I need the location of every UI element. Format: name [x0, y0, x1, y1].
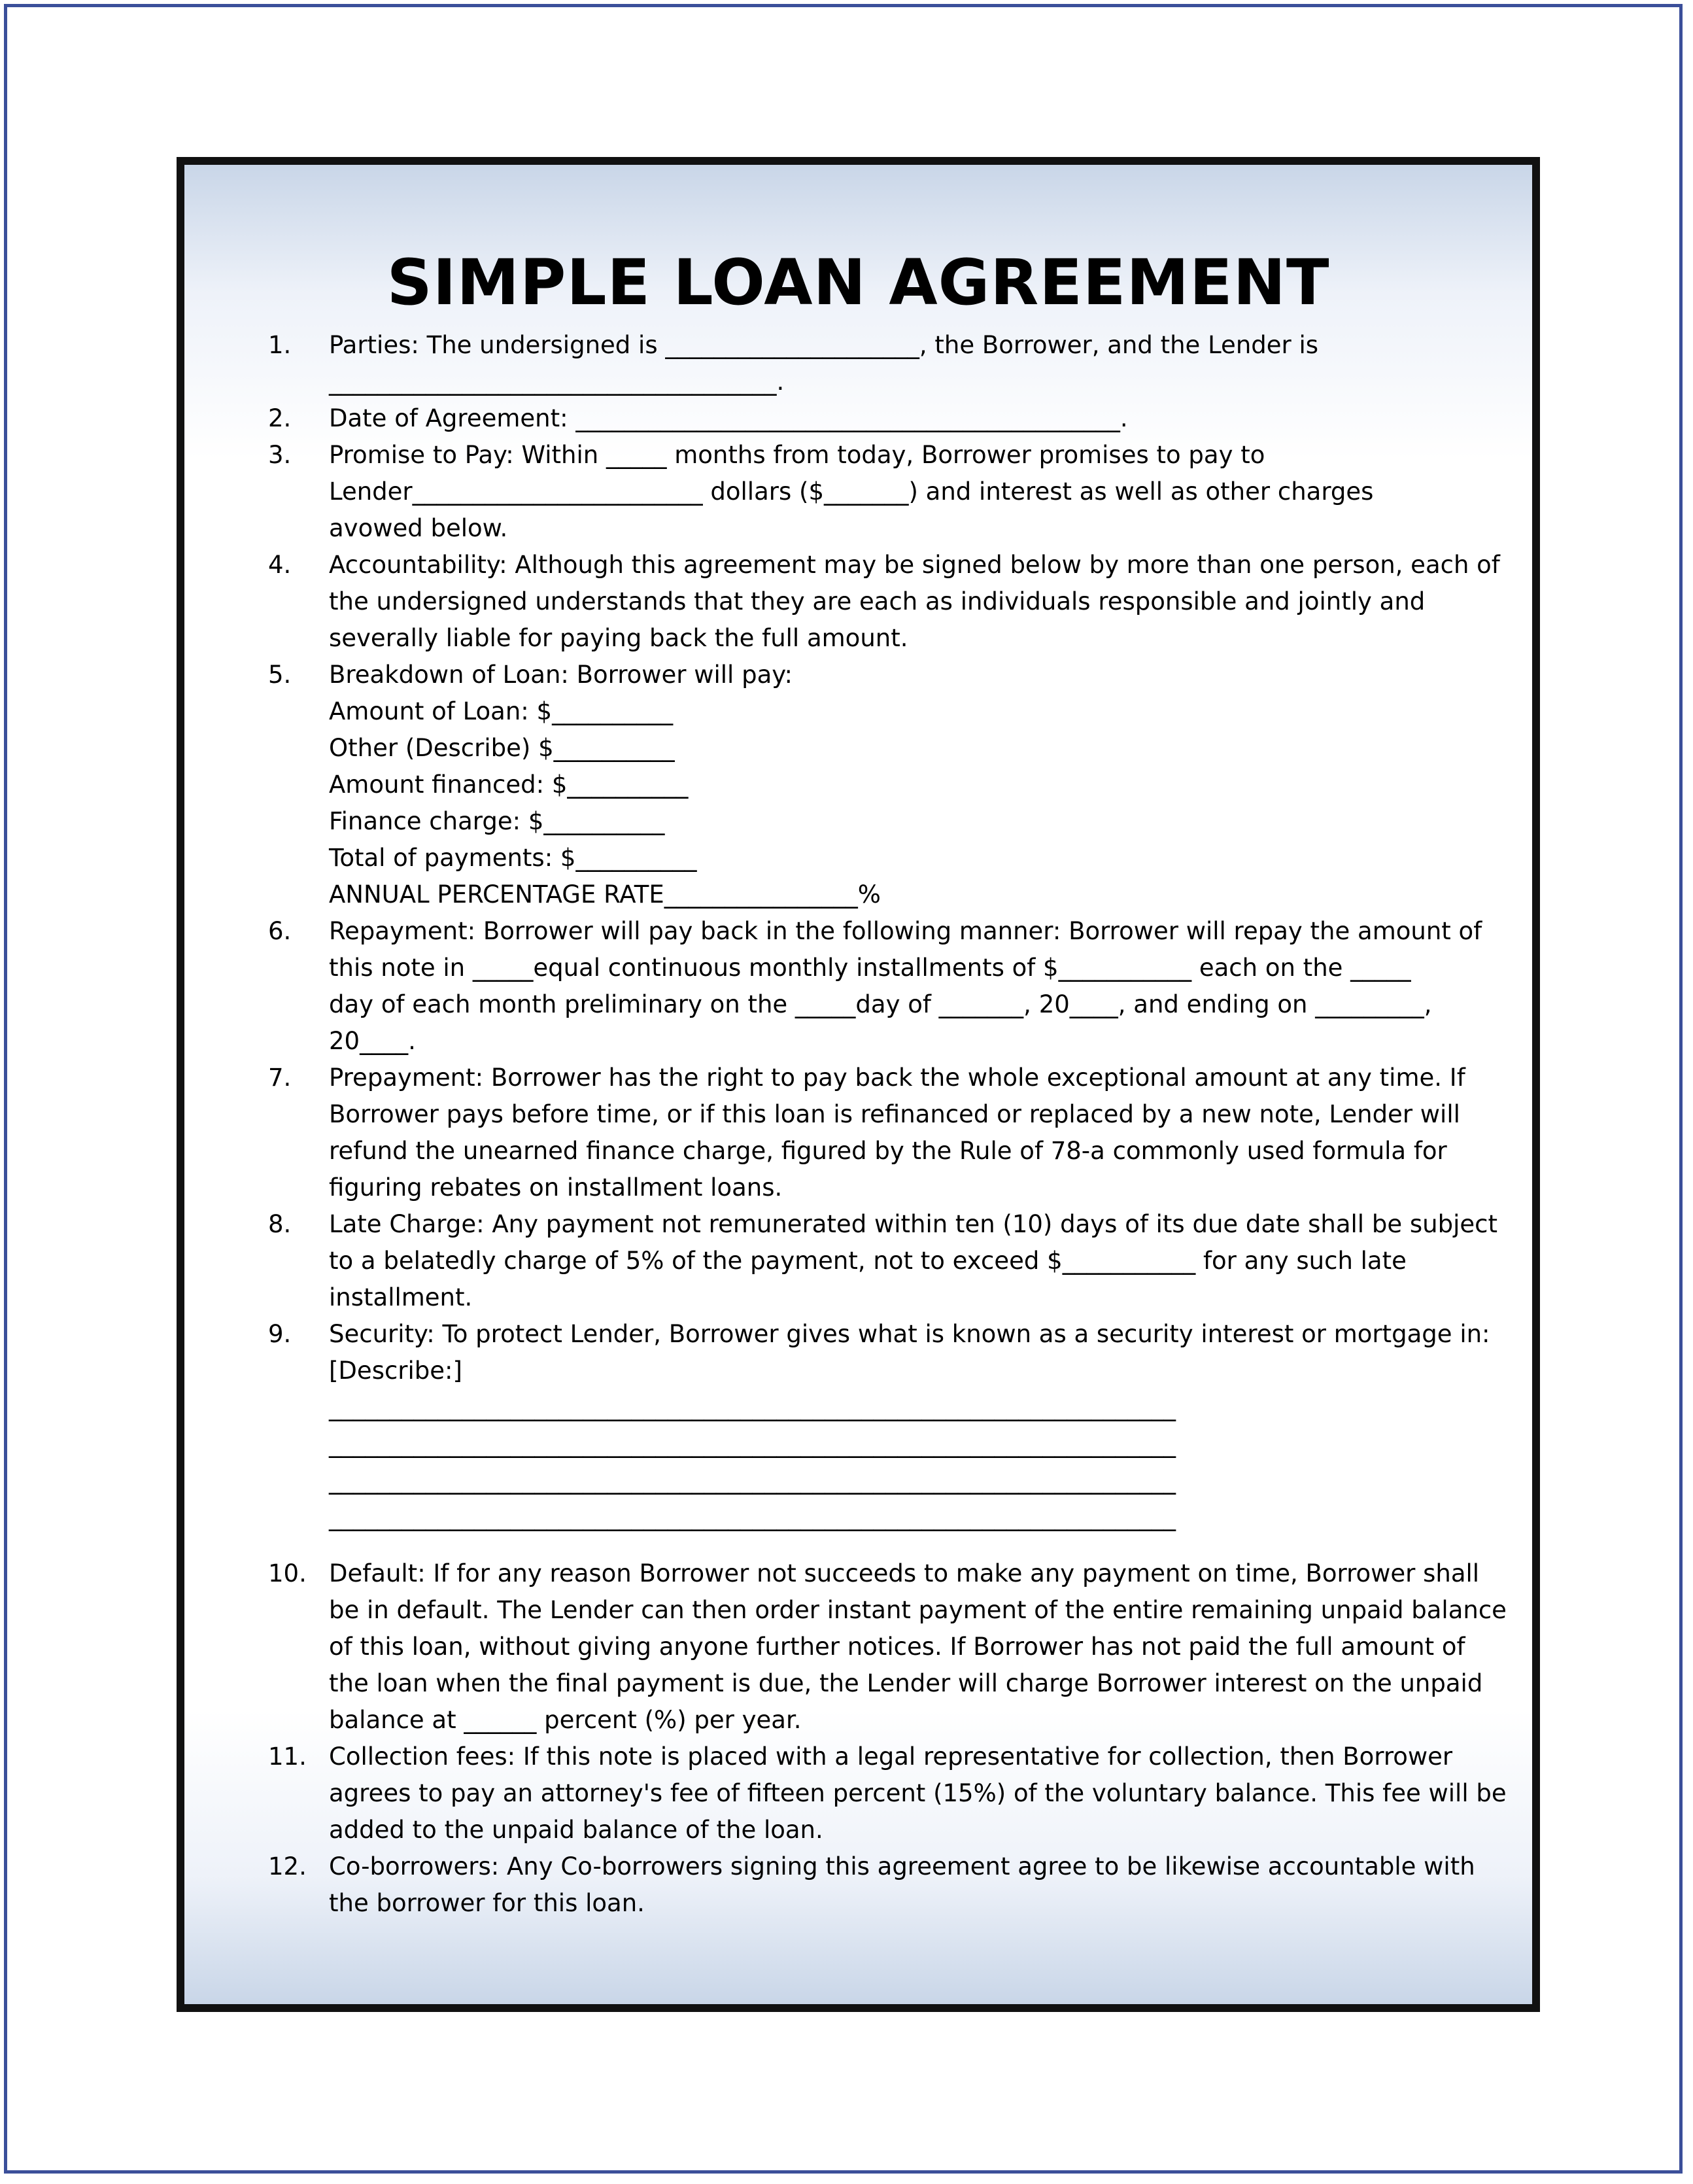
clause-line: Prepayment: Borrower has the right to pay back the whole exceptional amount at any time. If — [329, 1064, 1465, 1092]
clause-number: 10. — [268, 1559, 307, 1587]
clause-line: Accountability: Although this agreement may be signed below by more than one person, each of — [329, 551, 1500, 579]
clause-line: Breakdown of Loan: Borrower will pay: — [329, 661, 793, 689]
clause-line: agrees to pay an attorney's fee of fifteen percent (15%) of the voluntary balance. This fee will be — [329, 1779, 1507, 1807]
clause-number: 4. — [268, 551, 292, 579]
clause-line: [Describe:] — [329, 1357, 462, 1385]
clause-number: 7. — [268, 1064, 292, 1092]
clause-line: Parties: The undersigned is _____________________, the Borrower, and the Lender is — [329, 331, 1319, 359]
clause-line: 20____. — [329, 1027, 416, 1055]
clause-7 — [268, 1060, 1511, 1206]
clause-line: severally liable for paying back the full amount. — [329, 624, 908, 652]
clause-8 — [268, 1206, 1511, 1316]
clause-line: installment. — [329, 1283, 473, 1311]
clause-1 — [268, 327, 1511, 400]
clause-line: Repayment: Borrower will pay back in the following manner: Borrower will repay the amount of — [329, 917, 1482, 945]
clause-line: of this loan, without giving anyone further notices. If Borrower has not paid the full amount of — [329, 1633, 1465, 1661]
clause-number: 12. — [268, 1852, 307, 1881]
clause-line: Borrower pays before time, or if this loan is refinanced or replaced by a new note, Lender will — [329, 1100, 1460, 1128]
clause-line: Security: To protect Lender, Borrower gives what is known as a security interest or mortgage in: — [329, 1320, 1490, 1348]
clause-line: avowed below. — [329, 514, 508, 542]
clause-line: the borrower for this loan. — [329, 1889, 645, 1917]
clause-line: the undersigned understands that they are each as individuals responsible and jointly and — [329, 587, 1426, 615]
clause-line: day of each month preliminary on the _____day of _______, 20____, and ending on _________, — [329, 990, 1432, 1018]
clause-line: Lender________________________ dollars ($_______) and interest as well as other charges — [329, 477, 1374, 506]
clause-line: ______________________________________________________________________ — [329, 1466, 1176, 1495]
clause-line: Other (Describe) $__________ — [329, 734, 675, 762]
clause-number: 1. — [268, 331, 292, 359]
clause-line: Total of payments: $__________ — [329, 844, 697, 872]
clause-line: Co-borrowers: Any Co-borrowers signing this agreement agree to be likewise accountable with — [329, 1852, 1475, 1881]
clause-number: 3. — [268, 441, 292, 469]
clause-number: 9. — [268, 1320, 292, 1348]
clause-line: Finance charge: $__________ — [329, 807, 665, 835]
clause-12 — [268, 1848, 1511, 1922]
clause-number: 6. — [268, 917, 292, 945]
clause-9 — [268, 1316, 1511, 1536]
clause-11 — [268, 1739, 1511, 1848]
clause-line: be in default. The Lender can then order instant payment of the entire remaining unpaid balance — [329, 1596, 1507, 1624]
clause-line: Date of Agreement: _____________________________________________. — [329, 404, 1128, 432]
clause-line: Collection fees: If this note is placed with a legal representative for collection, then Borrower — [329, 1742, 1453, 1771]
clause-line: added to the unpaid balance of the loan. — [329, 1816, 823, 1844]
document-title: SIMPLE LOAN AGREEMENT — [386, 246, 1330, 319]
clause-line: Promise to Pay: Within _____ months from today, Borrower promises to pay to — [329, 441, 1265, 469]
clause-line: Late Charge: Any payment not remunerated within ten (10) days of its due date shall be subject — [329, 1210, 1497, 1238]
clause-list — [268, 327, 1511, 1922]
clause-line: Amount financed: $__________ — [329, 771, 689, 799]
clause-line: _____________________________________. — [329, 368, 785, 396]
clause-line: ______________________________________________________________________ — [329, 1503, 1176, 1531]
clause-number: 11. — [268, 1742, 307, 1771]
clause-line: ______________________________________________________________________ — [329, 1430, 1176, 1458]
clause-4 — [268, 547, 1511, 657]
clause-line: ______________________________________________________________________ — [329, 1393, 1176, 1421]
clause-line: figuring rebates on installment loans. — [329, 1173, 783, 1202]
clause-line: refund the unearned finance charge, figured by the Rule of 78-a commonly used formula for — [329, 1137, 1447, 1165]
clause-10 — [268, 1555, 1511, 1739]
clause-line: balance at ______ percent (%) per year. — [329, 1706, 802, 1734]
clause-6 — [268, 913, 1511, 1060]
clause-5 — [268, 657, 1511, 913]
clause-line: Default: If for any reason Borrower not succeeds to make any payment on time, Borrower shall — [329, 1559, 1480, 1587]
clause-3 — [268, 437, 1511, 547]
clause-line: this note in _____equal continuous monthly installments of $___________ each on the _____ — [329, 954, 1411, 982]
spacer — [268, 1536, 1511, 1555]
clause-number: 5. — [268, 661, 292, 689]
clause-number: 8. — [268, 1210, 292, 1238]
clause-line: to a belatedly charge of 5% of the payment, not to exceed $___________ for any such late — [329, 1247, 1407, 1275]
clause-number: 2. — [268, 404, 292, 432]
clause-line: the loan when the final payment is due, the Lender will charge Borrower interest on the unpaid — [329, 1669, 1483, 1697]
clause-line: Amount of Loan: $__________ — [329, 697, 674, 725]
clause-line: ANNUAL PERCENTAGE RATE________________% — [329, 880, 881, 909]
document-panel — [177, 157, 1540, 2012]
clause-2 — [268, 400, 1511, 437]
